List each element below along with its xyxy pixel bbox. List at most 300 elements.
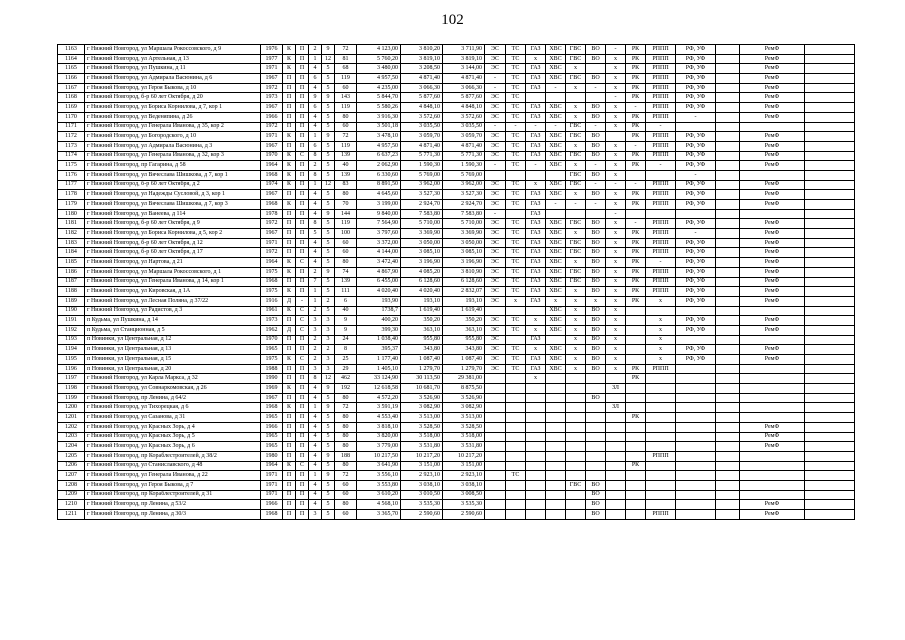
table-cell: ЭС	[485, 277, 506, 287]
table-cell: П	[296, 219, 309, 229]
table-cell: РК	[626, 200, 646, 210]
table-cell	[805, 374, 855, 384]
table-cell: 3 535,30	[443, 500, 485, 510]
table-cell: С	[296, 151, 309, 161]
table-cell: 1916	[261, 296, 283, 306]
table-cell	[606, 461, 626, 471]
table-cell: 1976	[261, 45, 283, 55]
table-cell: П	[296, 403, 309, 413]
table-cell	[506, 461, 526, 471]
table-cell: П	[296, 490, 309, 500]
table-cell	[506, 384, 526, 394]
table-cell: ХВС	[546, 277, 566, 287]
table-cell: 1965	[261, 345, 283, 355]
table-cell: ЭС	[485, 180, 506, 190]
table-cell: г Нижний Новгород, ул Карла Маркса, д 32	[85, 374, 261, 384]
table-cell: ВО	[586, 45, 606, 55]
table-cell	[506, 306, 526, 316]
table-cell: 3 085,10	[443, 248, 485, 258]
table-row	[58, 267, 855, 277]
table-cell	[805, 442, 855, 452]
table-cell: ВО	[586, 306, 606, 316]
table-cell: 1975	[261, 355, 283, 365]
table-cell: Д	[283, 325, 296, 335]
table-cell: РФ, УФ	[676, 267, 716, 277]
table-cell: 1176	[58, 170, 85, 180]
table-cell: х	[606, 161, 626, 171]
table-cell: П	[283, 422, 296, 432]
table-cell	[646, 442, 676, 452]
table-cell	[716, 345, 740, 355]
table-cell: ВО	[586, 325, 606, 335]
table-cell: РППП	[646, 45, 676, 55]
table-cell: 1967	[261, 103, 283, 113]
table-cell: П	[283, 471, 296, 481]
table-cell: РППП	[646, 132, 676, 142]
table-cell: 1 087,40	[401, 355, 443, 365]
table-cell: г Нижний Новгород, б-р 60 лет Октября, д 2	[85, 180, 261, 190]
table-cell: 4	[309, 490, 322, 500]
table-cell: П	[296, 141, 309, 151]
table-cell: -	[506, 122, 526, 132]
table-cell: П	[296, 335, 309, 345]
table-cell: ХВС	[546, 364, 566, 374]
table-cell: ЭС	[485, 219, 506, 229]
table-cell: 1972	[261, 83, 283, 93]
table-cell: 2 923,10	[443, 471, 485, 481]
table-cell: г Нижний Новгород, ул Бориса Корнилова, д 5, кор 2	[85, 229, 261, 239]
table-cell: 1967	[261, 229, 283, 239]
table-cell: РФ, УФ	[676, 74, 716, 84]
table-cell: 3 050,00	[443, 238, 485, 248]
table-cell: 6 637,23	[357, 151, 401, 161]
table-cell: 3 528,50	[401, 422, 443, 432]
table-cell	[716, 422, 740, 432]
table-cell: ГВС	[566, 122, 586, 132]
table-cell: 4	[309, 500, 322, 510]
table-cell	[526, 510, 546, 520]
table-cell: 3 820,00	[357, 432, 401, 442]
table-row	[58, 238, 855, 248]
table-cell: 1194	[58, 345, 85, 355]
table-cell: 4 144,00	[357, 248, 401, 258]
table-cell: 5 710,00	[443, 219, 485, 229]
table-cell	[546, 170, 566, 180]
table-cell: РемФ	[740, 64, 805, 74]
table-cell	[526, 451, 546, 461]
table-cell: РФ, УФ	[676, 54, 716, 64]
table-cell: РФ, УФ	[676, 132, 716, 142]
table-cell: 5	[322, 229, 335, 239]
table-cell: -	[485, 83, 506, 93]
table-cell: 1202	[58, 422, 85, 432]
table-cell: 3 513,00	[401, 413, 443, 423]
table-cell: п Новинки, ул Центральная, д 15	[85, 355, 261, 365]
table-cell: х	[566, 287, 586, 297]
table-cell: 80	[335, 500, 357, 510]
table-cell: РК	[626, 161, 646, 171]
table-row	[58, 209, 855, 219]
table-cell: х	[606, 219, 626, 229]
table-cell: РФ, УФ	[676, 258, 716, 268]
table-cell: ЭС	[485, 287, 506, 297]
table-cell: П	[296, 83, 309, 93]
table-cell: 80	[335, 461, 357, 471]
table-cell: х	[606, 83, 626, 93]
table-cell: 1208	[58, 480, 85, 490]
table-cell: 193,10	[401, 296, 443, 306]
table-cell: П	[283, 413, 296, 423]
table-cell: х	[566, 335, 586, 345]
table-cell: 1 279,70	[443, 364, 485, 374]
table-cell: 4	[309, 248, 322, 258]
table-cell	[646, 422, 676, 432]
table-cell: 1 087,40	[443, 355, 485, 365]
table-cell: 4	[309, 64, 322, 74]
table-cell: х	[566, 141, 586, 151]
table-cell	[506, 490, 526, 500]
table-cell: 3 035,50	[401, 122, 443, 132]
table-cell	[716, 267, 740, 277]
table-cell	[485, 384, 506, 394]
table-cell: РемФ	[740, 287, 805, 297]
table-cell: РППП	[646, 267, 676, 277]
table-cell	[716, 132, 740, 142]
table-cell	[740, 364, 805, 374]
table-cell: 1188	[58, 287, 85, 297]
table-cell: ХВС	[546, 325, 566, 335]
table-cell	[716, 151, 740, 161]
table-cell	[716, 287, 740, 297]
table-cell: 80	[335, 258, 357, 268]
table-cell: 6 128,60	[401, 277, 443, 287]
table-cell: ВО	[586, 393, 606, 403]
table-cell: РФ, УФ	[676, 219, 716, 229]
table-cell	[805, 306, 855, 316]
table-cell	[546, 510, 566, 520]
table-cell	[626, 306, 646, 316]
table-cell: х	[606, 238, 626, 248]
table-cell: 9	[335, 325, 357, 335]
table-cell: ГВС	[566, 480, 586, 490]
table-row	[58, 103, 855, 113]
table-cell: П	[283, 93, 296, 103]
table-row	[58, 316, 855, 326]
table-cell	[646, 170, 676, 180]
table-cell: 139	[335, 151, 357, 161]
table-cell: К	[283, 258, 296, 268]
table-cell: ВО	[586, 190, 606, 200]
table-cell: 1970	[261, 335, 283, 345]
table-cell: г Нижний Новгород, ул Генерала Иванова, д 32, кор 3	[85, 151, 261, 161]
table-cell: ТС	[506, 229, 526, 239]
table-cell: П	[296, 451, 309, 461]
table-cell	[506, 480, 526, 490]
table-cell: ХВС	[546, 54, 566, 64]
table-cell	[805, 122, 855, 132]
table-cell	[646, 480, 676, 490]
table-cell: К	[283, 161, 296, 171]
table-cell	[716, 277, 740, 287]
table-cell	[740, 170, 805, 180]
table-cell: ГВС	[566, 74, 586, 84]
table-cell: РК	[626, 151, 646, 161]
table-row	[58, 277, 855, 287]
table-cell	[485, 306, 506, 316]
table-cell: 12	[322, 54, 335, 64]
table-cell: 70	[335, 200, 357, 210]
table-cell: 5	[322, 151, 335, 161]
table-cell: 6 455,00	[357, 277, 401, 287]
table-cell	[805, 112, 855, 122]
table-cell: ВО	[586, 141, 606, 151]
table-cell: 2	[309, 345, 322, 355]
table-cell	[805, 325, 855, 335]
table-cell: г Нижний Новгород, ул Артельная, д 13	[85, 54, 261, 64]
table-cell: 1	[309, 54, 322, 64]
table-cell: 4	[309, 83, 322, 93]
table-cell: П	[296, 345, 309, 355]
table-cell: ВО	[586, 267, 606, 277]
table-cell: ГАЗ	[526, 74, 546, 84]
table-cell	[485, 490, 506, 500]
table-cell: 5	[322, 393, 335, 403]
table-cell	[676, 490, 716, 500]
table-cell	[805, 267, 855, 277]
table-cell: г Нижний Новгород, ул Красных Зорь, д 5	[85, 432, 261, 442]
table-cell	[646, 432, 676, 442]
table-cell	[676, 306, 716, 316]
table-cell: 5	[322, 461, 335, 471]
table-cell: ГАЗ	[526, 83, 546, 93]
table-cell	[676, 451, 716, 461]
table-cell: 3 818,10	[357, 422, 401, 432]
table-cell	[606, 480, 626, 490]
table-cell: г Нижний Новгород, б-р 60 лет Октября, д 12	[85, 238, 261, 248]
table-cell	[586, 413, 606, 423]
table-cell	[586, 64, 606, 74]
table-cell: П	[296, 500, 309, 510]
table-cell: ТС	[506, 93, 526, 103]
table-cell: С	[296, 461, 309, 471]
table-cell: П	[283, 190, 296, 200]
table-cell: 1970	[261, 151, 283, 161]
table-cell: 3 797,60	[357, 229, 401, 239]
table-cell: П	[283, 335, 296, 345]
table-row	[58, 374, 855, 384]
table-cell: 10 217,20	[401, 451, 443, 461]
table-cell: х	[566, 161, 586, 171]
table-cell: 5	[322, 490, 335, 500]
table-cell	[626, 432, 646, 442]
table-cell	[526, 393, 546, 403]
table-cell: 4	[309, 200, 322, 210]
table-cell: 350,20	[401, 316, 443, 326]
table-cell: 1167	[58, 83, 85, 93]
table-row	[58, 151, 855, 161]
table-cell	[626, 500, 646, 510]
table-cell: 1738,7	[357, 306, 401, 316]
table-cell: х	[566, 229, 586, 239]
table-cell: 3	[309, 364, 322, 374]
table-cell: ЭС	[485, 355, 506, 365]
table-row	[58, 432, 855, 442]
table-cell: 1971	[261, 64, 283, 74]
table-cell: х	[606, 335, 626, 345]
table-cell: 5	[309, 229, 322, 239]
table-cell: РемФ	[740, 93, 805, 103]
table-cell: РППП	[646, 451, 676, 461]
table-cell: РК	[626, 122, 646, 132]
table-cell	[805, 316, 855, 326]
table-cell: 1185	[58, 258, 85, 268]
table-row	[58, 471, 855, 481]
table-row	[58, 83, 855, 93]
table-cell	[626, 480, 646, 490]
table-cell: 4	[309, 122, 322, 132]
table-cell: ГАЗ	[526, 335, 546, 345]
table-cell	[716, 316, 740, 326]
table-cell	[546, 471, 566, 481]
table-cell: РППП	[646, 180, 676, 190]
table-cell: 1 177,40	[357, 355, 401, 365]
table-cell: П	[296, 161, 309, 171]
table-cell: ЭС	[485, 258, 506, 268]
table-cell: П	[296, 480, 309, 490]
table-cell: 3 472,40	[357, 258, 401, 268]
table-cell: 3 365,70	[357, 510, 401, 520]
table-cell: 1975	[261, 287, 283, 297]
table-cell	[626, 209, 646, 219]
table-cell	[716, 296, 740, 306]
table-cell: 2	[309, 306, 322, 316]
table-cell: х	[606, 316, 626, 326]
table-cell: ХВС	[546, 190, 566, 200]
table-cell: ВО	[586, 103, 606, 113]
table-cell: 4 553,40	[357, 413, 401, 423]
table-cell: 5 769,00	[401, 170, 443, 180]
table-cell	[606, 510, 626, 520]
table-cell	[606, 132, 626, 142]
table-cell: П	[296, 374, 309, 384]
table-cell	[506, 209, 526, 219]
table-row	[58, 355, 855, 365]
table-cell	[646, 306, 676, 316]
table-row	[58, 229, 855, 239]
table-cell: ВО	[586, 355, 606, 365]
table-cell	[606, 432, 626, 442]
table-cell: ТС	[506, 45, 526, 55]
table-cell	[716, 219, 740, 229]
table-cell: П	[283, 238, 296, 248]
table-cell: П	[283, 451, 296, 461]
table-cell	[646, 384, 676, 394]
table-cell: 4 572,20	[357, 393, 401, 403]
table-cell: 1968	[261, 403, 283, 413]
table-cell	[740, 461, 805, 471]
table-cell: РФ, УФ	[676, 296, 716, 306]
table-cell	[526, 490, 546, 500]
table-cell: 80	[335, 413, 357, 423]
table-row	[58, 170, 855, 180]
table-cell	[716, 103, 740, 113]
table-cell: П	[296, 122, 309, 132]
table-cell	[716, 480, 740, 490]
table-cell: РК	[626, 83, 646, 93]
table-cell	[740, 393, 805, 403]
table-row	[58, 306, 855, 316]
table-cell	[546, 480, 566, 490]
table-cell: К	[283, 54, 296, 64]
table-cell: -	[586, 161, 606, 171]
table-cell	[546, 442, 566, 452]
table-cell: -	[606, 180, 626, 190]
table-cell: 1209	[58, 490, 85, 500]
table-cell: 3	[309, 316, 322, 326]
table-cell: г Нижний Новгород, ул Лесная Поляна, д 37/22	[85, 296, 261, 306]
table-cell	[586, 422, 606, 432]
table-cell	[566, 461, 586, 471]
table-cell: 1181	[58, 219, 85, 229]
table-cell: 3 038,10	[401, 480, 443, 490]
table-cell	[586, 93, 606, 103]
table-cell: ВО	[586, 316, 606, 326]
table-cell: П	[296, 200, 309, 210]
table-cell	[566, 422, 586, 432]
table-cell: -	[626, 141, 646, 151]
table-cell	[716, 83, 740, 93]
table-cell: х	[606, 229, 626, 239]
table-cell	[716, 180, 740, 190]
table-cell: ХВС	[546, 64, 566, 74]
table-cell	[626, 170, 646, 180]
table-cell	[805, 45, 855, 55]
table-cell: ХВС	[546, 45, 566, 55]
table-cell: 955,80	[401, 335, 443, 345]
table-cell: 3	[309, 510, 322, 520]
table-cell: 1971	[261, 471, 283, 481]
table-cell: 60	[335, 480, 357, 490]
table-cell	[586, 451, 606, 461]
table-cell: РФ, УФ	[676, 345, 716, 355]
table-cell: х	[506, 296, 526, 306]
table-cell: г Нижний Новгород, б-р 60 лет Октября, д 9	[85, 219, 261, 229]
table-cell: 1971	[261, 132, 283, 142]
table-cell: ЭС	[485, 93, 506, 103]
table-cell: х	[606, 355, 626, 365]
table-cell	[740, 403, 805, 413]
table-cell: ГВС	[566, 151, 586, 161]
table-cell: К	[283, 200, 296, 210]
table-cell	[676, 510, 716, 520]
table-cell: 1182	[58, 229, 85, 239]
table-cell: -	[606, 209, 626, 219]
table-cell: П	[296, 74, 309, 84]
table-cell: 8	[335, 345, 357, 355]
table-cell: -	[546, 122, 566, 132]
table-cell: 5	[322, 422, 335, 432]
table-cell: РемФ	[740, 132, 805, 142]
table-cell	[566, 374, 586, 384]
table-row	[58, 54, 855, 64]
table-cell	[716, 54, 740, 64]
table-cell: 1200	[58, 403, 85, 413]
table-cell: П	[296, 267, 309, 277]
table-cell: 74	[335, 267, 357, 277]
table-cell	[716, 161, 740, 171]
table-cell	[676, 442, 716, 452]
table-cell: ВО	[586, 490, 606, 500]
